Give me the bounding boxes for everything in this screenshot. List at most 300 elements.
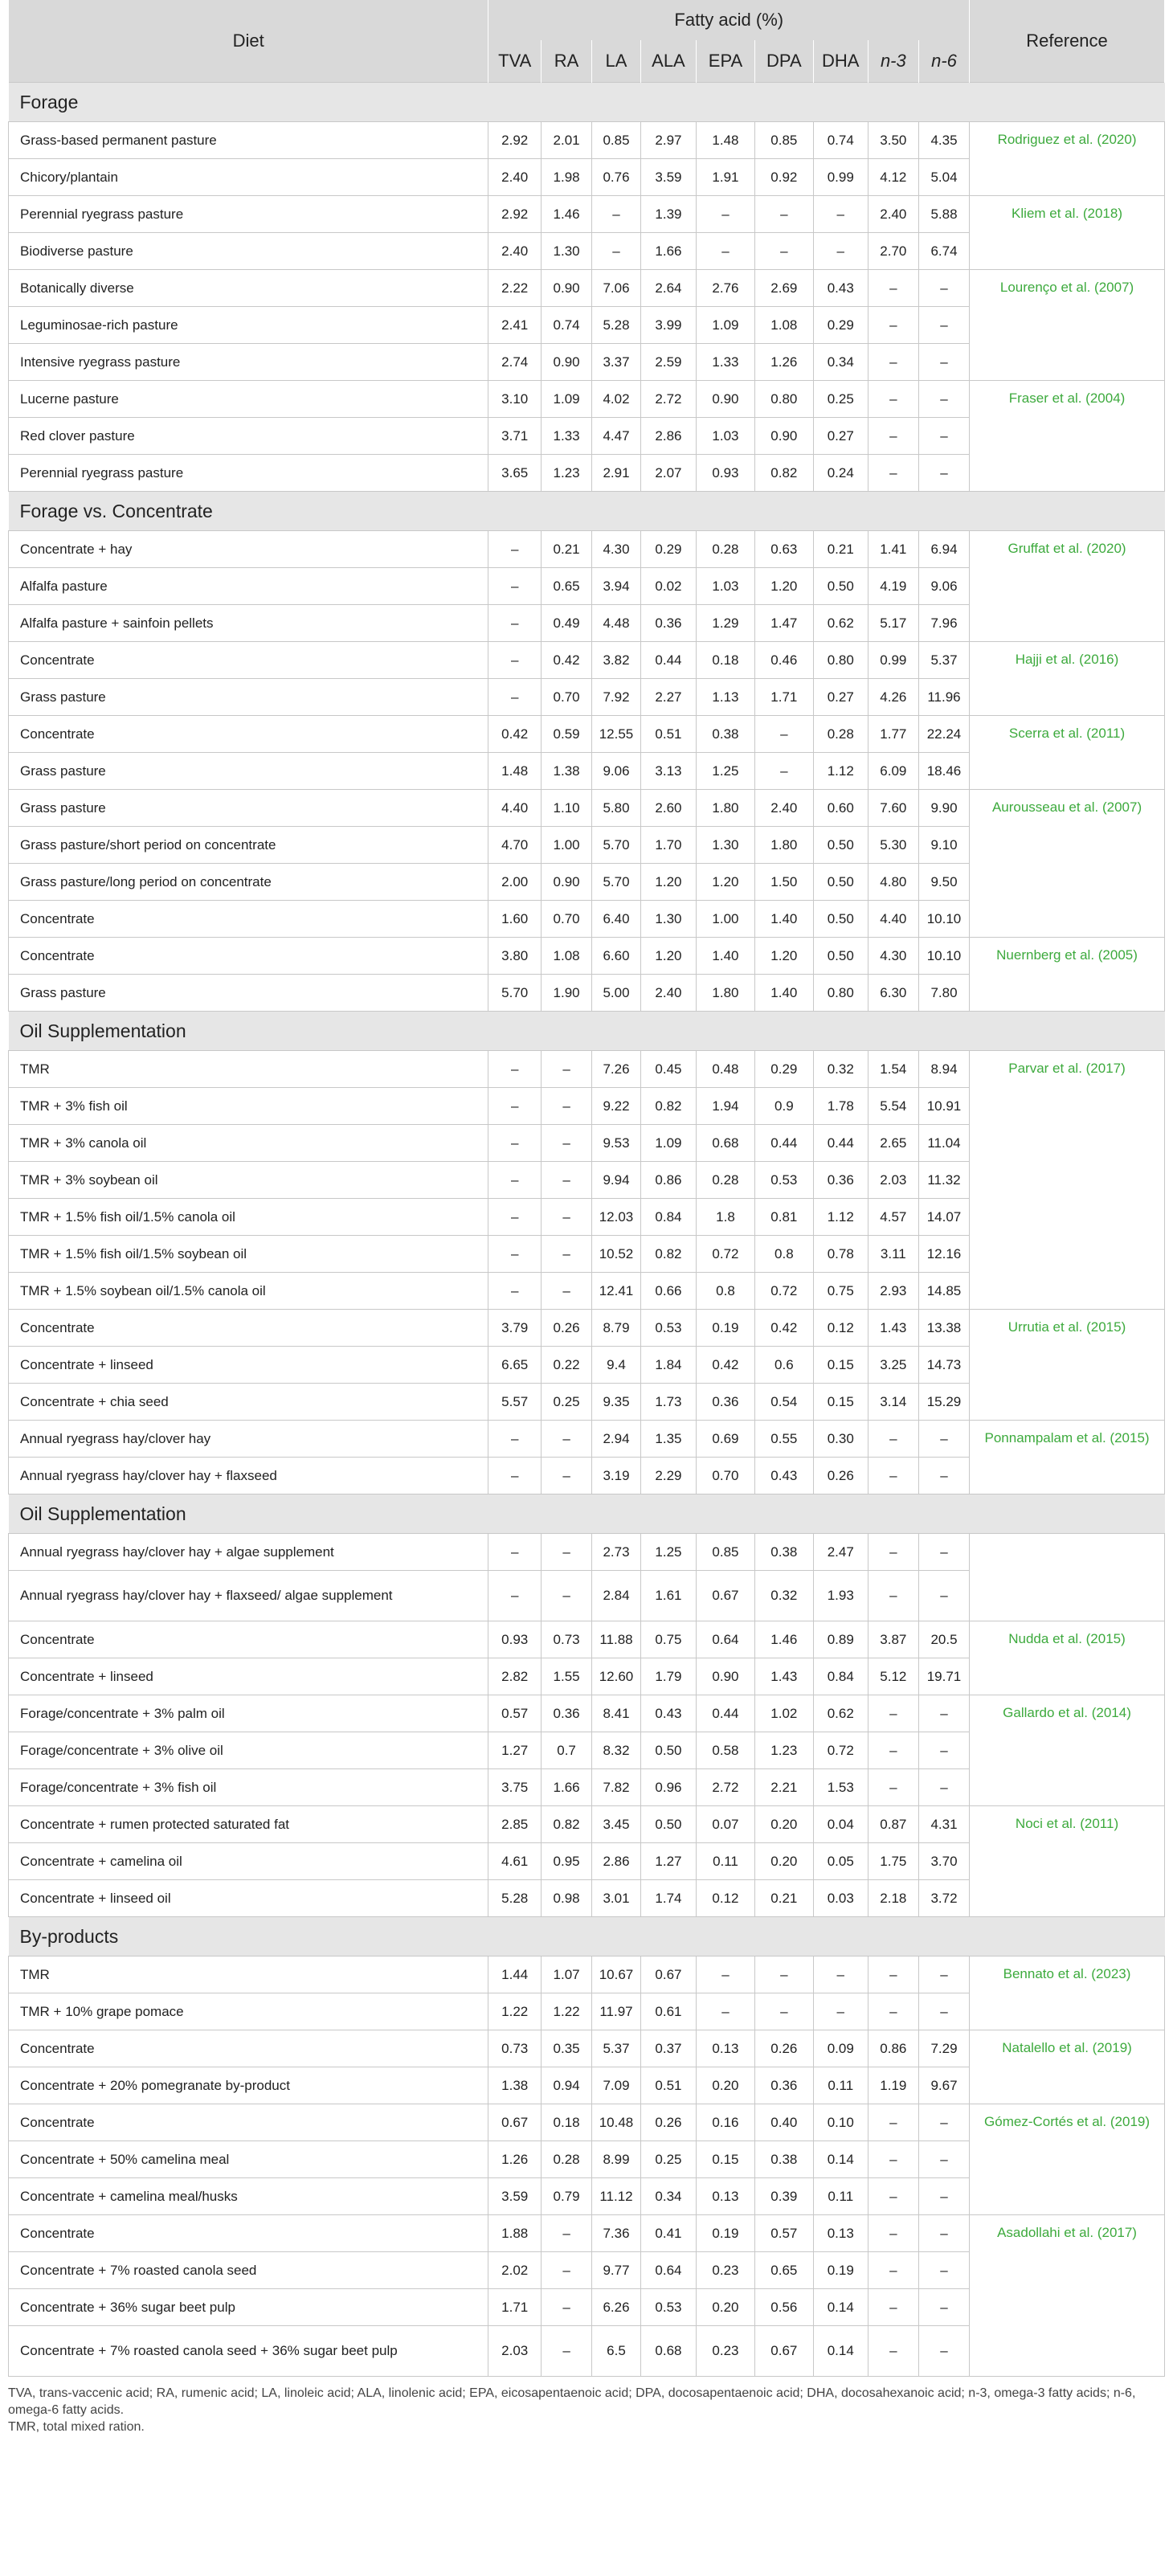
value-cell: 0.25 [640,2141,696,2178]
value-cell: 0.75 [640,1621,696,1658]
value-cell: 2.91 [592,455,641,492]
diet-cell: Leguminosae-rich pasture [9,307,488,344]
reference-link[interactable]: Rodriguez et al. (2020) [970,122,1165,196]
reference-link [970,1534,1165,1621]
value-cell: – [868,1993,918,2030]
value-cell: 4.26 [868,679,918,716]
reference-link[interactable]: Natalello et al. (2019) [970,2030,1165,2104]
value-cell: 5.12 [868,1658,918,1695]
value-cell: 7.36 [592,2215,641,2252]
value-cell: 3.79 [488,1310,542,1347]
value-cell: – [868,1534,918,1571]
value-cell: 0.36 [754,2067,813,2104]
reference-link[interactable]: Ponnampalam et al. (2015) [970,1421,1165,1494]
value-cell: 0.53 [640,2289,696,2326]
diet-cell: Annual ryegrass hay/clover hay + flaxseed/ algae supplement [9,1571,488,1621]
value-cell: 2.59 [640,344,696,381]
value-cell: 1.03 [697,418,755,455]
value-cell: 1.91 [697,159,755,196]
value-cell: 1.19 [868,2067,918,2104]
value-cell: 1.25 [640,1534,696,1571]
value-cell: 0.56 [754,2289,813,2326]
value-cell: – [918,1571,969,1621]
value-cell: 0.78 [813,1236,868,1273]
value-cell: – [918,1769,969,1806]
value-cell: 0.82 [754,455,813,492]
value-cell: 0.89 [813,1621,868,1658]
value-cell: 0.26 [640,2104,696,2141]
value-cell: 1.09 [697,307,755,344]
table-row [9,1421,1165,1458]
value-cell: 0.90 [754,418,813,455]
value-cell: 0.68 [697,1125,755,1162]
table-body [9,83,1165,2377]
value-cell: 9.22 [592,1088,641,1125]
section-row [9,492,1165,531]
value-cell: – [542,2289,592,2326]
value-cell: 5.00 [592,975,641,1012]
value-cell: 4.12 [868,159,918,196]
table-row [9,938,1165,975]
value-cell: 0.67 [488,2104,542,2141]
diet-cell: Intensive ryegrass pasture [9,344,488,381]
reference-link[interactable]: Asadollahi et al. (2017) [970,2215,1165,2377]
diet-cell: Concentrate + 36% sugar beet pulp [9,2289,488,2326]
value-cell: 0.65 [542,568,592,605]
value-cell: 3.45 [592,1806,641,1843]
reference-link[interactable]: Parvar et al. (2017) [970,1051,1165,1310]
value-cell: 2.72 [697,1769,755,1806]
value-cell: – [868,2289,918,2326]
diet-cell: Concentrate [9,901,488,938]
value-cell: 9.90 [918,790,969,827]
value-cell: 1.00 [542,827,592,864]
value-cell: 0.73 [542,1621,592,1658]
value-cell: 1.33 [697,344,755,381]
value-cell: 2.94 [592,1421,641,1458]
value-cell: 9.94 [592,1162,641,1199]
value-cell: 0.18 [542,2104,592,2141]
value-cell: 5.28 [488,1880,542,1917]
diet-cell: Annual ryegrass hay/clover hay + flaxseed [9,1458,488,1494]
reference-link[interactable]: Gruffat et al. (2020) [970,531,1165,642]
value-cell: 3.80 [488,938,542,975]
value-cell: 0.50 [813,864,868,901]
diet-cell: Annual ryegrass hay/clover hay + algae supplement [9,1534,488,1571]
diet-cell: Concentrate + camelina oil [9,1843,488,1880]
value-cell: 1.20 [640,864,696,901]
diet-cell: Grass-based permanent pasture [9,122,488,159]
value-cell: 4.19 [868,568,918,605]
diet-cell: Forage/concentrate + 3% fish oil [9,1769,488,1806]
diet-cell: Grass pasture [9,975,488,1012]
value-cell: 0.70 [697,1458,755,1494]
value-cell: 0.69 [697,1421,755,1458]
reference-link[interactable]: Nuernberg et al. (2005) [970,938,1165,1012]
value-cell: 6.5 [592,2326,641,2377]
value-cell: 1.26 [488,2141,542,2178]
reference-link[interactable]: Lourenço et al. (2007) [970,270,1165,381]
value-cell: – [868,2326,918,2377]
diet-cell: Concentrate + camelina meal/husks [9,2178,488,2215]
value-cell: 0.28 [697,1162,755,1199]
value-cell: 9.53 [592,1125,641,1162]
value-cell: 2.70 [868,233,918,270]
value-cell: 1.48 [488,753,542,790]
value-cell: 3.19 [592,1458,641,1494]
reference-link[interactable]: Gallardo et al. (2014) [970,1695,1165,1806]
value-cell: 0.25 [542,1384,592,1421]
value-cell: 11.12 [592,2178,641,2215]
table-row [9,122,1165,159]
value-cell: 1.12 [813,1199,868,1236]
value-cell: 0.21 [813,531,868,568]
diet-cell: Grass pasture [9,790,488,827]
value-cell: 2.86 [592,1843,641,1880]
value-cell: – [542,1534,592,1571]
diet-cell: Concentrate + hay [9,531,488,568]
reference-link[interactable]: Nudda et al. (2015) [970,1621,1165,1695]
value-cell: 0.21 [754,1880,813,1917]
value-cell: 2.07 [640,455,696,492]
value-cell: – [754,1993,813,2030]
column-header-epa: EPA [697,40,755,83]
value-cell: 4.61 [488,1843,542,1880]
value-cell: 0.8 [754,1236,813,1273]
value-cell: 12.60 [592,1658,641,1695]
value-cell: – [918,2178,969,2215]
value-cell: 1.84 [640,1347,696,1384]
value-cell: – [868,2104,918,2141]
value-cell: 12.55 [592,716,641,753]
table-row [9,1621,1165,1658]
value-cell: 0.20 [697,2067,755,2104]
value-cell: – [918,381,969,418]
value-cell: 0.55 [754,1421,813,1458]
reference-link[interactable]: Bennato et al. (2023) [970,1957,1165,2030]
value-cell: 2.92 [488,196,542,233]
value-cell: 1.54 [868,1051,918,1088]
diet-cell: Biodiverse pasture [9,233,488,270]
value-cell: 0.19 [813,2252,868,2289]
value-cell: 0.19 [697,1310,755,1347]
table-row [9,716,1165,753]
reference-link[interactable]: Noci et al. (2011) [970,1806,1165,1917]
value-cell: – [542,1458,592,1494]
table-row [9,790,1165,827]
section-row [9,1012,1165,1051]
value-cell: 8.94 [918,1051,969,1088]
value-cell: 0.99 [868,642,918,679]
diet-cell: Concentrate + 20% pomegranate by-product [9,2067,488,2104]
value-cell: 3.11 [868,1236,918,1273]
fatty-acid-table [8,0,1165,2377]
value-cell: – [488,1571,542,1621]
reference-link[interactable]: Urrutia et al. (2015) [970,1310,1165,1421]
value-cell: 1.41 [868,531,918,568]
table-row [9,381,1165,418]
value-cell: 9.4 [592,1347,641,1384]
value-cell: 1.73 [640,1384,696,1421]
value-cell: – [918,1534,969,1571]
value-cell: 0.13 [697,2030,755,2067]
value-cell: 1.74 [640,1880,696,1917]
value-cell: – [542,1273,592,1310]
table-container [8,0,1165,2435]
reference-link[interactable]: Aurousseau et al. (2007) [970,790,1165,938]
reference-link[interactable]: Kliem et al. (2018) [970,196,1165,270]
value-cell: 10.91 [918,1088,969,1125]
value-cell: 0.90 [542,864,592,901]
value-cell: 1.20 [754,568,813,605]
value-cell: 7.06 [592,270,641,307]
diet-cell: Lucerne pasture [9,381,488,418]
value-cell: – [868,2252,918,2289]
value-cell: 1.71 [488,2289,542,2326]
value-cell: 0.28 [542,2141,592,2178]
value-cell: 1.50 [754,864,813,901]
value-cell: 6.60 [592,938,641,975]
value-cell: 0.49 [542,605,592,642]
value-cell: 0.72 [697,1236,755,1273]
value-cell: 1.43 [868,1310,918,1347]
diet-cell: Grass pasture/short period on concentrate [9,827,488,864]
value-cell: 1.23 [542,455,592,492]
value-cell: 1.09 [640,1125,696,1162]
value-cell: 6.40 [592,901,641,938]
diet-cell: Concentrate [9,938,488,975]
value-cell: 1.40 [754,901,813,938]
value-cell: 1.94 [697,1088,755,1125]
section-title: Oil Supplementation [9,1012,1165,1051]
value-cell: 0.86 [640,1162,696,1199]
value-cell: 0.72 [754,1273,813,1310]
value-cell: 1.35 [640,1421,696,1458]
value-cell: 9.77 [592,2252,641,2289]
value-cell: 3.59 [640,159,696,196]
value-cell: – [697,1993,755,2030]
value-cell: 22.24 [918,716,969,753]
value-cell: 0.8 [697,1273,755,1310]
reference-link[interactable]: Hajji et al. (2016) [970,642,1165,716]
section-title: Oil Supplementation [9,1494,1165,1534]
diet-cell: Concentrate [9,1621,488,1658]
value-cell: 5.70 [592,827,641,864]
value-cell: – [488,1162,542,1199]
reference-link[interactable]: Gómez-Cortés et al. (2019) [970,2104,1165,2215]
value-cell: 0.85 [697,1534,755,1571]
value-cell: – [813,1957,868,1993]
value-cell: – [542,2252,592,2289]
value-cell: 1.09 [542,381,592,418]
value-cell: 0.73 [488,2030,542,2067]
diet-cell: Grass pasture [9,753,488,790]
value-cell: 0.22 [542,1347,592,1384]
value-cell: 1.80 [697,790,755,827]
value-cell: 0.29 [813,307,868,344]
value-cell: – [697,1957,755,1993]
value-cell: – [918,418,969,455]
value-cell: 1.20 [754,938,813,975]
value-cell: 0.90 [697,381,755,418]
value-cell: 0.10 [813,2104,868,2141]
value-cell: 0.64 [640,2252,696,2289]
value-cell: 9.67 [918,2067,969,2104]
diet-cell: Alfalfa pasture + sainfoin pellets [9,605,488,642]
value-cell: 0.50 [813,827,868,864]
value-cell: 0.37 [640,2030,696,2067]
reference-link[interactable]: Scerra et al. (2011) [970,716,1165,790]
value-cell: 4.35 [918,122,969,159]
value-cell: 0.26 [813,1458,868,1494]
value-cell: – [813,233,868,270]
value-cell: – [488,1421,542,1458]
value-cell: 1.88 [488,2215,542,2252]
fatty-acid-header: Fatty acid (%) [488,0,970,40]
value-cell: 0.64 [697,1621,755,1658]
value-cell: 0.11 [813,2067,868,2104]
diet-cell: TMR + 3% soybean oil [9,1162,488,1199]
value-cell: 4.30 [592,531,641,568]
value-cell: 2.76 [697,270,755,307]
value-cell: 0.93 [697,455,755,492]
value-cell: 12.16 [918,1236,969,1273]
value-cell: 1.38 [488,2067,542,2104]
diet-cell: Annual ryegrass hay/clover hay [9,1421,488,1458]
column-header-la: LA [592,40,641,83]
value-cell: 0.80 [813,642,868,679]
value-cell: – [592,233,641,270]
table-row [9,1957,1165,1993]
value-cell: 4.30 [868,938,918,975]
value-cell: 3.70 [918,1843,969,1880]
diet-cell: TMR + 10% grape pomace [9,1993,488,2030]
value-cell: 0.28 [813,716,868,753]
value-cell: 9.50 [918,864,969,901]
value-cell: – [488,1236,542,1273]
value-cell: 0.44 [813,1125,868,1162]
value-cell: 1.66 [542,1769,592,1806]
value-cell: 0.75 [813,1273,868,1310]
value-cell: 2.40 [868,196,918,233]
value-cell: – [918,455,969,492]
value-cell: – [918,1421,969,1458]
value-cell: 1.38 [542,753,592,790]
value-cell: 9.35 [592,1384,641,1421]
diet-cell: Botanically diverse [9,270,488,307]
table-row [9,2030,1165,2067]
value-cell: 10.67 [592,1957,641,1993]
column-header-ra: RA [542,40,592,83]
value-cell: – [918,307,969,344]
diet-cell: TMR + 1.5% fish oil/1.5% canola oil [9,1199,488,1236]
value-cell: 2.64 [640,270,696,307]
value-cell: – [754,716,813,753]
value-cell: – [868,1458,918,1494]
value-cell: 3.37 [592,344,641,381]
value-cell: 0.30 [813,1421,868,1458]
value-cell: 0.79 [542,2178,592,2215]
value-cell: 0.41 [640,2215,696,2252]
value-cell: 5.88 [918,196,969,233]
value-cell: 0.20 [754,1843,813,1880]
value-cell: 0.13 [813,2215,868,2252]
value-cell: 3.87 [868,1621,918,1658]
value-cell: 0.11 [813,2178,868,2215]
value-cell: – [813,196,868,233]
value-cell: 3.14 [868,1384,918,1421]
value-cell: 0.26 [754,2030,813,2067]
value-cell: – [542,1421,592,1458]
value-cell: 1.40 [697,938,755,975]
value-cell: 0.21 [542,531,592,568]
value-cell: 4.40 [488,790,542,827]
value-cell: – [868,270,918,307]
value-cell: 2.02 [488,2252,542,2289]
value-cell: – [754,196,813,233]
value-cell: 3.65 [488,455,542,492]
value-cell: 0.34 [640,2178,696,2215]
section-title: By-products [9,1917,1165,1957]
diet-cell: Concentrate [9,1310,488,1347]
column-header-n-6: n-6 [918,40,969,83]
value-cell: 0.90 [542,270,592,307]
value-cell: 0.70 [542,901,592,938]
value-cell: 0.15 [697,2141,755,2178]
value-cell: 1.23 [754,1732,813,1769]
value-cell: – [868,1571,918,1621]
value-cell: 7.60 [868,790,918,827]
value-cell: 5.57 [488,1384,542,1421]
value-cell: 3.01 [592,1880,641,1917]
value-cell: 2.47 [813,1534,868,1571]
value-cell: 2.40 [488,159,542,196]
value-cell: 14.85 [918,1273,969,1310]
value-cell: 0.74 [813,122,868,159]
value-cell: 0.62 [813,605,868,642]
value-cell: 0.03 [813,1880,868,1917]
value-cell: 0.28 [697,531,755,568]
value-cell: – [918,270,969,307]
reference-link[interactable]: Fraser et al. (2004) [970,381,1165,492]
value-cell: – [918,2252,969,2289]
value-cell: 0.82 [542,1806,592,1843]
diet-cell: Concentrate + 7% roasted canola seed + 36% sugar beet pulp [9,2326,488,2377]
value-cell: 8.41 [592,1695,641,1732]
value-cell: 0.36 [697,1384,755,1421]
value-cell: 1.78 [813,1088,868,1125]
value-cell: – [488,1273,542,1310]
value-cell: 7.92 [592,679,641,716]
value-cell: – [918,1458,969,1494]
value-cell: 3.13 [640,753,696,790]
table-row [9,1695,1165,1732]
value-cell: 1.80 [754,827,813,864]
value-cell: 1.22 [488,1993,542,2030]
value-cell: 6.30 [868,975,918,1012]
value-cell: 0.84 [813,1658,868,1695]
value-cell: – [868,1732,918,1769]
value-cell: 6.26 [592,2289,641,2326]
column-header-n-3: n-3 [868,40,918,83]
value-cell: 0.80 [813,975,868,1012]
value-cell: 1.80 [697,975,755,1012]
value-cell: 2.29 [640,1458,696,1494]
value-cell: 0.45 [640,1051,696,1088]
value-cell: – [542,2215,592,2252]
value-cell: 4.57 [868,1199,918,1236]
value-cell: 9.10 [918,827,969,864]
